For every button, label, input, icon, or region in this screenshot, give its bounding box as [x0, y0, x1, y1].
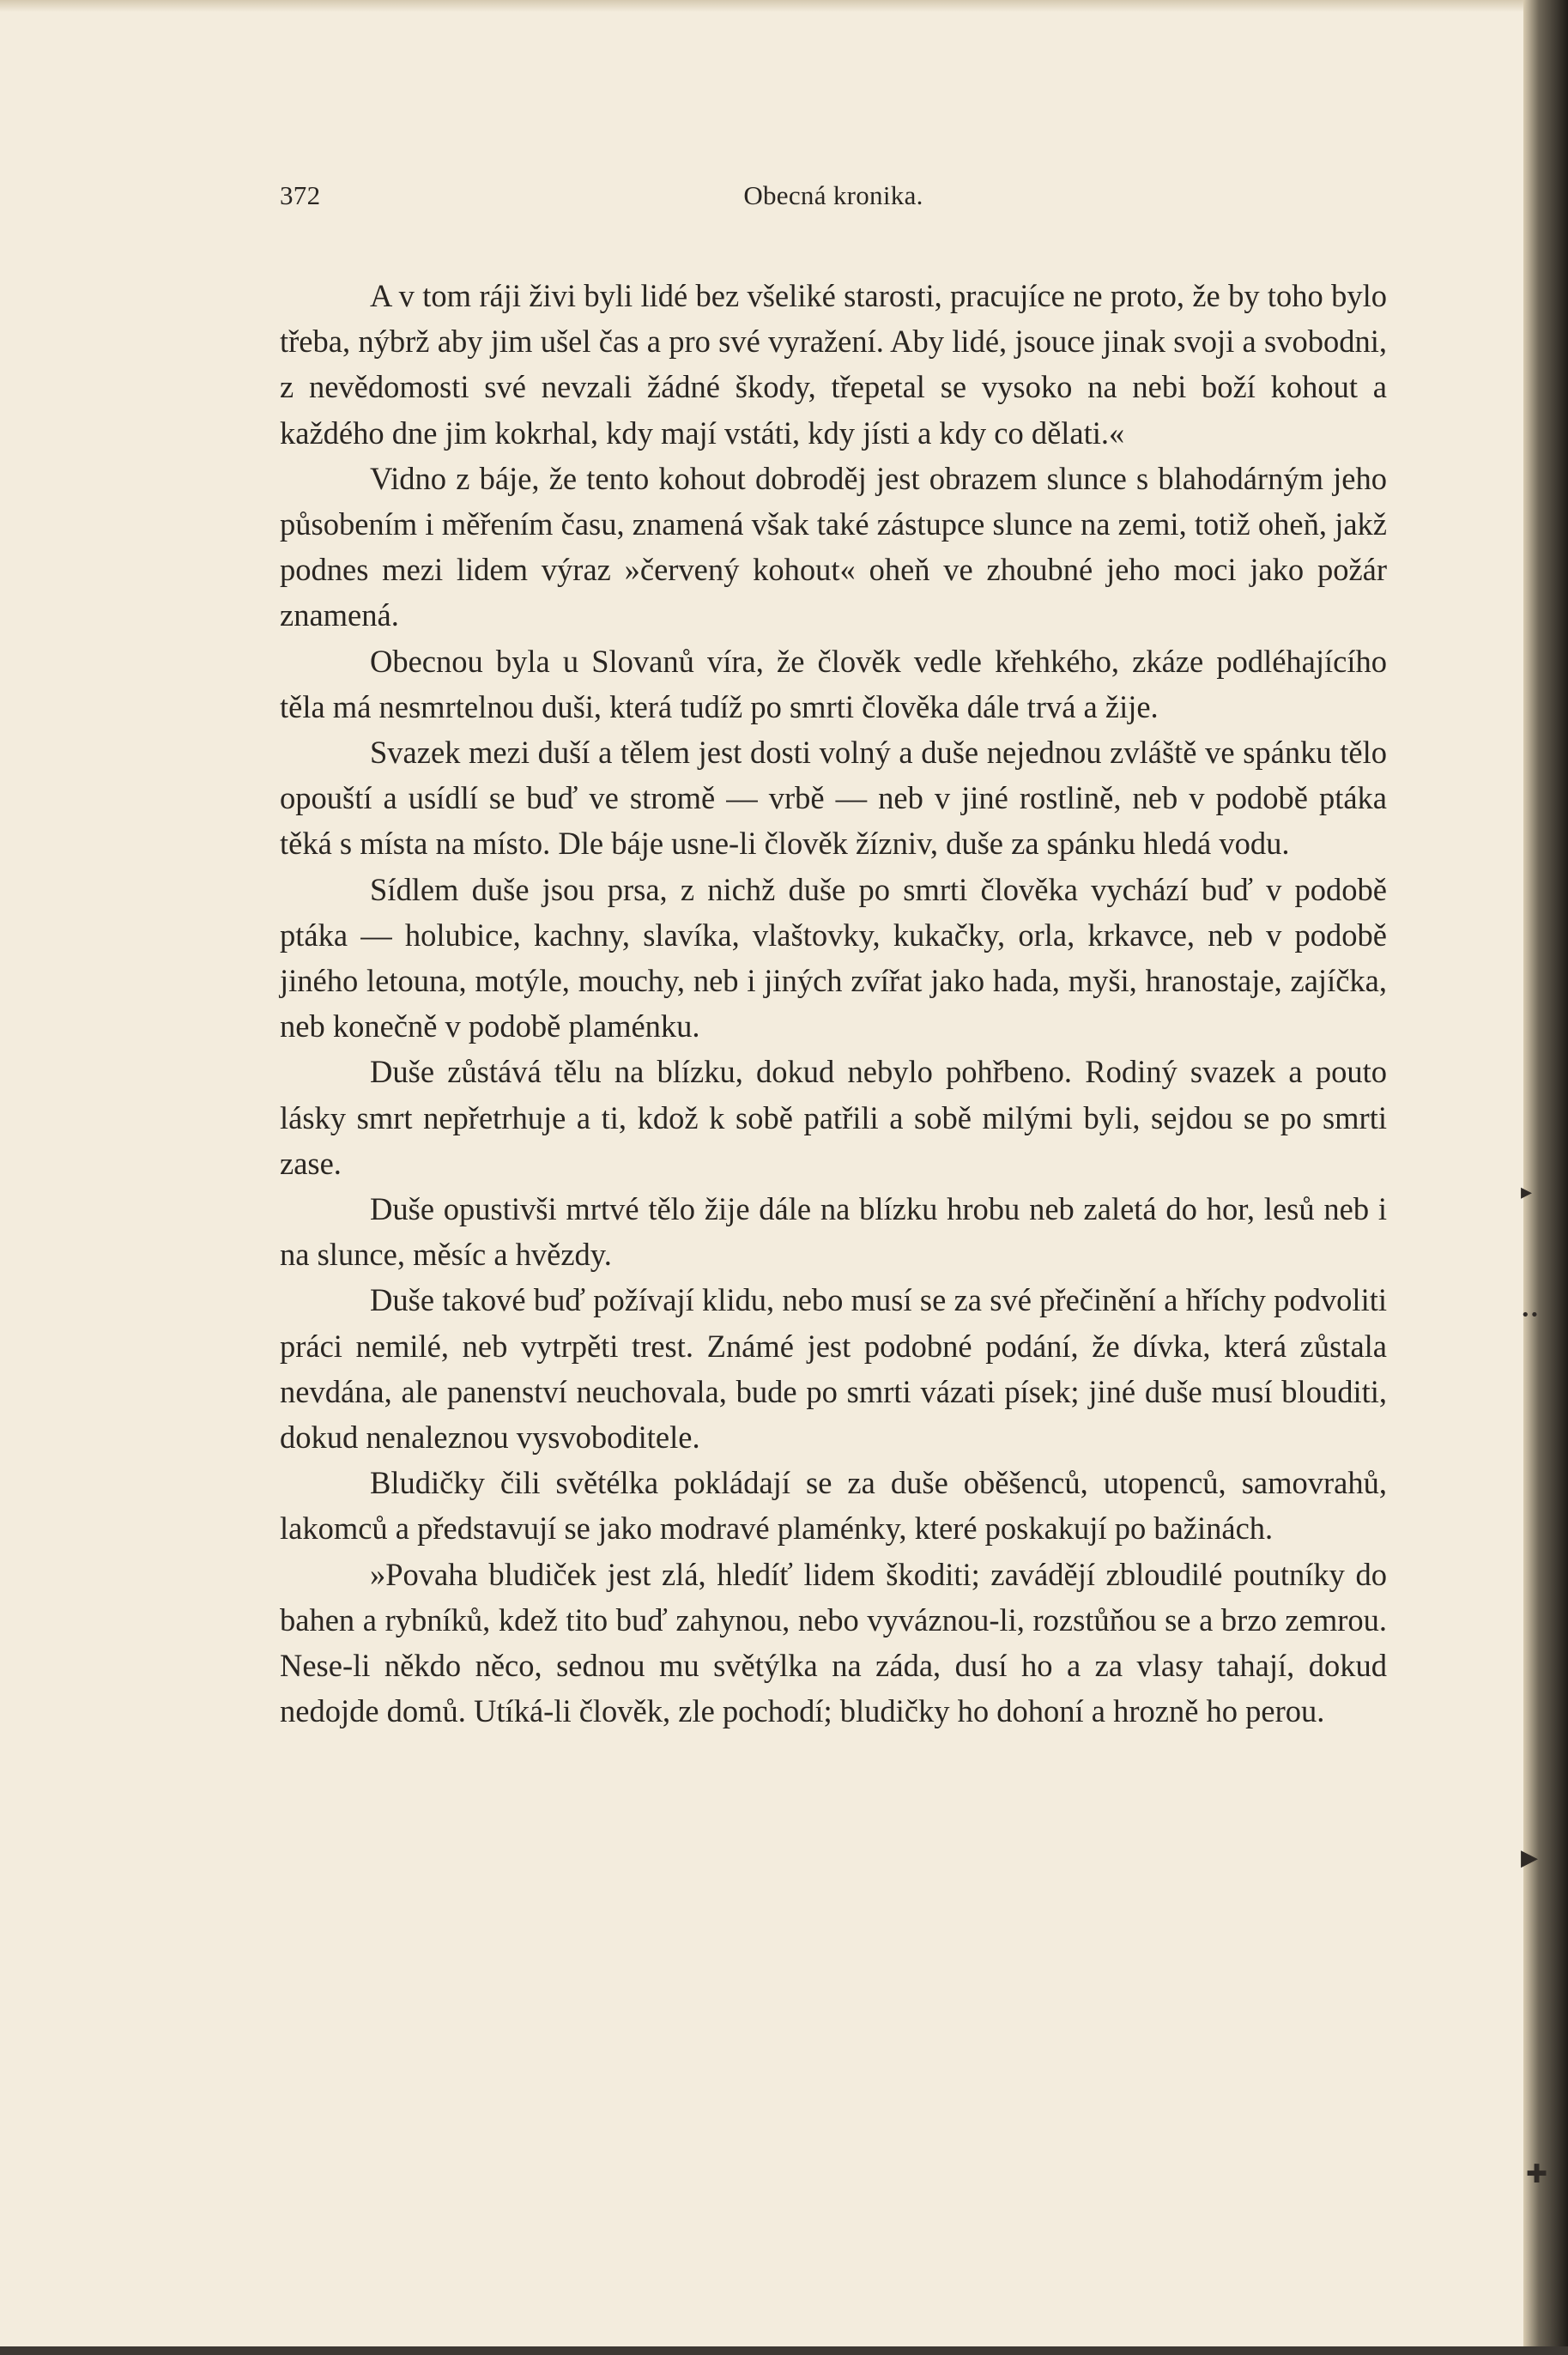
margin-flag-mark: ▶: [1521, 1845, 1538, 1871]
running-head: [280, 172, 1387, 223]
body-text: [280, 273, 1387, 1734]
paragraph: Duše zůstává tělu na blízku, dokud nebylo pohřbeno. Rodiný svazek a pouto lásky smrt nepřetrhuje a ti, kdož k sobě patřili a sobě milými byli, sejdou se po smrti zase.: [280, 1054, 1387, 1181]
book-page: [280, 172, 1387, 1734]
paragraph: Bludičky čili světélka pokládají se za duše oběšenců, utopenců, samovrahů, lakomců a představují se jako modravé plaménky, které poskakují po bažinách.: [280, 1465, 1387, 1547]
paragraph: A v tom ráji živi byli lidé bez všeliké starosti, pracujíce ne proto, že by toho bylo třeba, nýbrž aby jim ušel čas a pro své vyražení. Aby lidé, jsouce jinak svoji a svobodni, z nevědomosti své nevzali žádné škody, třepetal se vysoko na nebi boží kohout a každého dne jim kokrhal, kdy mají vstáti, kdy jísti a kdy co dělati.«: [280, 278, 1387, 451]
paragraph: Vidno z báje, že tento kohout dobroděj jest obrazem slunce s blahodárným jeho působením i měřením času, znamená však také zástupce slunce na zemi, totiž oheň, jakž podnes mezi lidem výraz »červený kohout« oheň ve zhoubné jeho moci jako požár znamená.: [280, 460, 1387, 633]
margin-cross-mark: ✚: [1526, 2159, 1548, 2189]
margin-marks: [1521, 0, 1568, 2355]
margin-dots-mark: ••: [1521, 1306, 1540, 1324]
paragraph: Duše takové buď požívají klidu, nebo musí se za své přečinění a hříchy podvoliti práci nemilé, neb vytrpěti trest. Známé jest podobné podání, že dívka, která zůstala nevdána, ale panenství neuchovala, bude po smrti vázati písek; jiné duše musí blouditi, dokud nenaleznou vysvoboditele.: [280, 1282, 1387, 1456]
running-title: Obecná kronika.: [743, 180, 923, 210]
page-bottom-edge: [0, 2346, 1568, 2355]
page-number: 372: [280, 180, 321, 210]
paragraph: Sídlem duše jsou prsa, z nichž duše po smrti člověka vychází buď v podobě ptáka — holubice, kachny, slavíka, vlaštovky, kukačky, orla, krkavce, neb v podobě jiného letouna, motýle, mouchy, neb i jiných zvířat jako hada, myši, hranostaje, zajíčka, neb konečně v podobě plaménku.: [280, 871, 1387, 1044]
margin-arrow-mark: ▸: [1521, 1179, 1533, 1205]
paragraph: Obecnou byla u Slovanů víra, že člověk vedle křehkého, zkáze podléhajícího těla má nesmrtelnou duši, která tudíž po smrti člověka dále trvá a žije.: [280, 643, 1387, 724]
paragraph: Svazek mezi duší a tělem jest dosti volný a duše nejednou zvláště ve spánku tělo opouští a usídlí se buď ve stromě — vrbě — neb v jiné rostlině, neb v podobě ptáka těká s místa na místo. Dle báje usne-li člověk žízniv, duše za spánku hledá vodu.: [280, 735, 1387, 862]
paragraph: »Povaha bludiček jest zlá, hledíť lidem škoditi; zavádějí zbloudilé poutníky do bahen a rybníků, kdež tito buď zahynou, nebo vyváznou-li, rozstůňou se a brzo zemrou. Nese-li někdo něco, sednou mu světýlka na záda, dusí ho a za vlasy tahají, dokud nedojde domů. Utíká-li člověk, zle pochodí; bludičky ho dohoní a hrozně ho perou.: [280, 1556, 1387, 1729]
page-top-shadow: [0, 0, 1523, 12]
paragraph: Duše opustivši mrtvé tělo žije dále na blízku hrobu neb zaletá do hor, lesů neb i na slunce, měsíc a hvězdy.: [280, 1191, 1387, 1273]
